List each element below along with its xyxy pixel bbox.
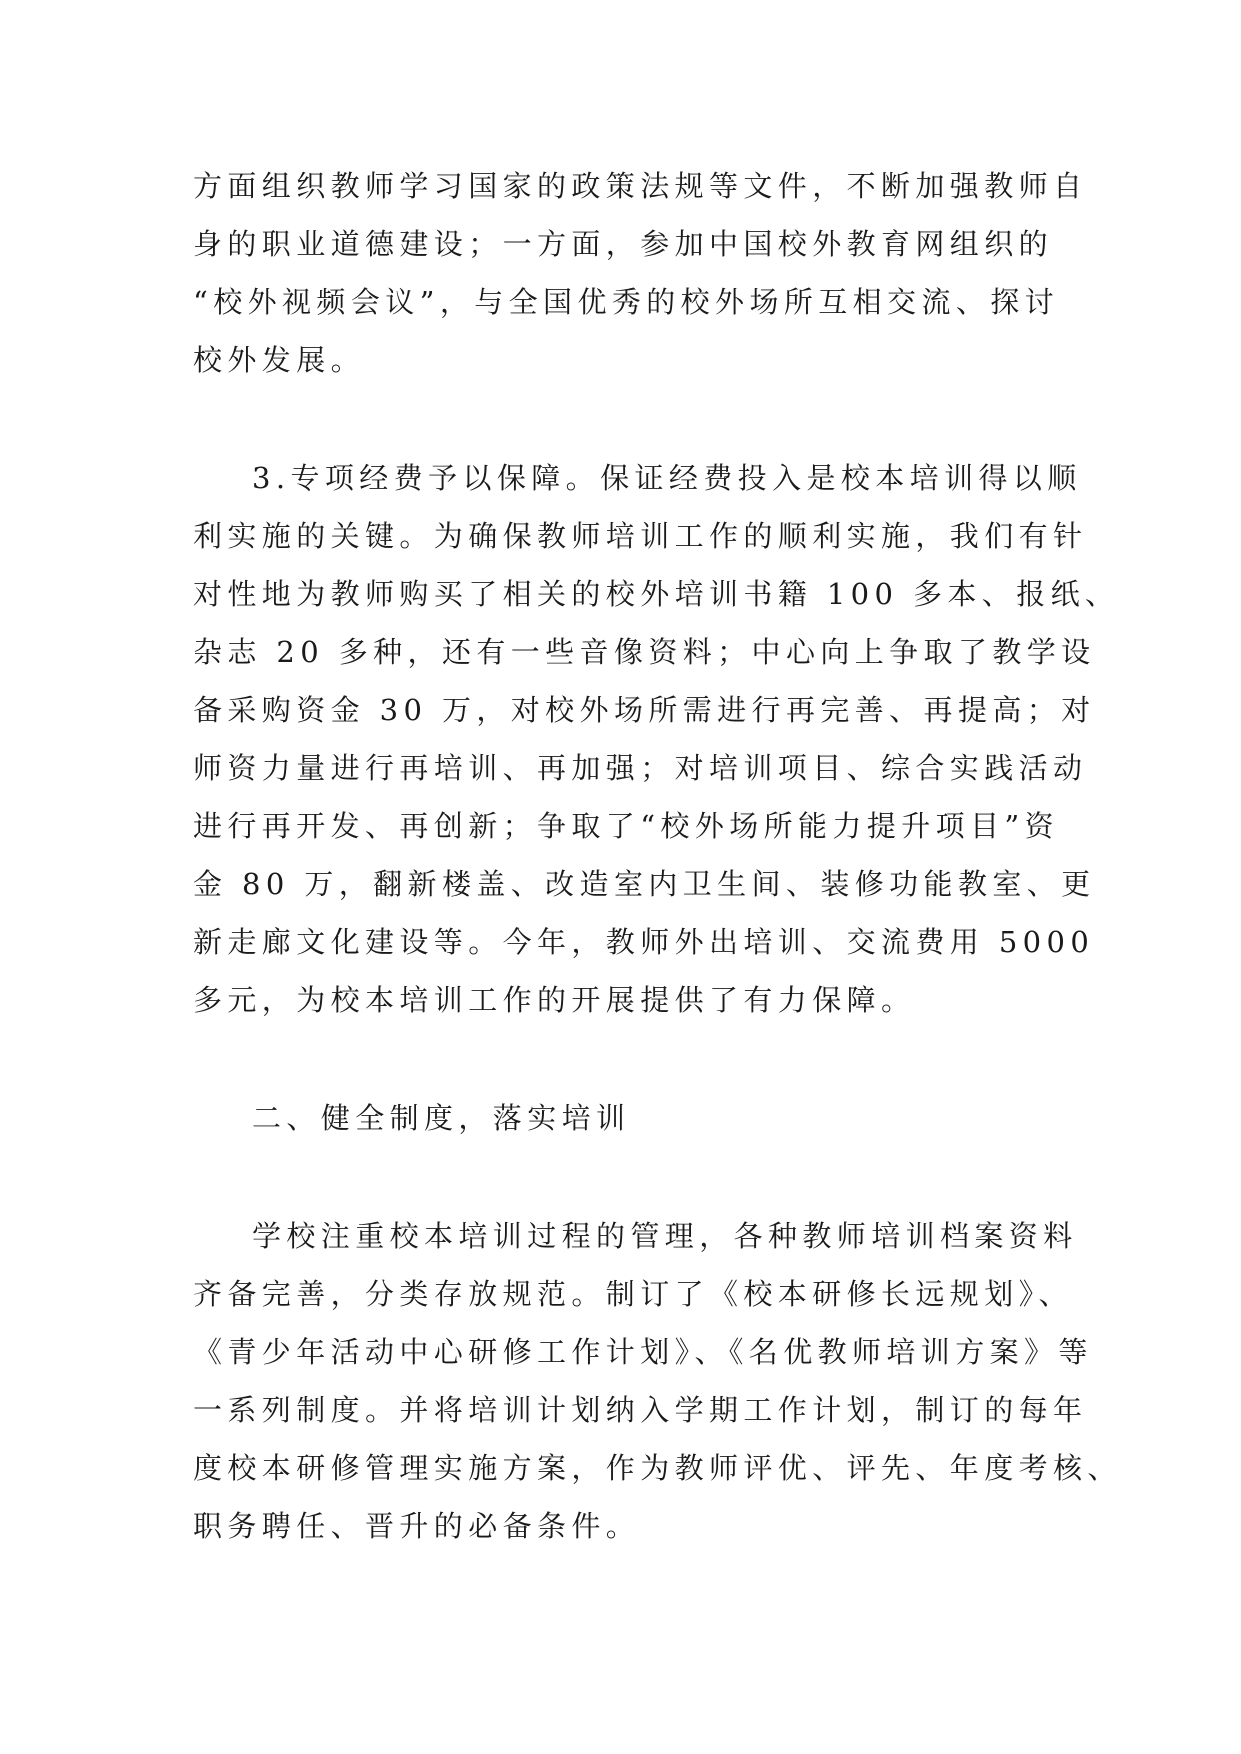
text-line: 校外发展。 (193, 343, 366, 377)
text-line: 齐备完善，分类存放规范。制订了《校本研修长远规划》、 (193, 1277, 1073, 1311)
text-line: 备采购资金 30 万，对校外场所需进行再完善、再提高；对 (193, 693, 1096, 727)
text-line: 金 80 万，翻新楼盖、改造室内卫生间、装修功能教室、更 (193, 867, 1096, 901)
text-line: 学校注重校本培训过程的管理，各种教师培训档案资料 (252, 1219, 1078, 1253)
text-line: 杂志 20 多种，还有一些音像资料；中心向上争取了教学设 (193, 635, 1096, 669)
text-line: 职务聘任、晋升的必备条件。 (193, 1509, 641, 1543)
text-line: 新走廊文化建设等。今年，教师外出培训、交流费用 5000 (193, 925, 1095, 959)
section-heading: 二、健全制度，落实培训 (252, 1101, 631, 1135)
text-line: 多元，为校本培训工作的开展提供了有力保障。 (193, 983, 916, 1017)
text-line: 度校本研修管理实施方案，作为教师评优、评先、年度考核、 (193, 1451, 1122, 1485)
text-line: 身的职业道德建设；一方面，参加中国校外教育网组织的 (193, 227, 1054, 261)
text-line: 对性地为教师购买了相关的校外培训书籍 100 多本、报纸、 (193, 577, 1120, 611)
text-line: 利实施的关键。为确保教师培训工作的顺利实施，我们有针 (193, 519, 1088, 553)
text-line: 《青少年活动中心研修工作计划》、《名优教师培训方案》等 (193, 1335, 1093, 1369)
text-line: 进行再开发、再创新；争取了“校外场所能力提升项目”资 (193, 809, 1060, 843)
text-line: 一系列制度。并将培训计划纳入学期工作计划，制订的每年 (193, 1393, 1088, 1427)
text-line: 3.专项经费予以保障。保证经费投入是校本培训得以顺 (252, 461, 1082, 495)
text-line: “校外视频会议”，与全国优秀的校外场所互相交流、探讨 (193, 285, 1060, 319)
text-line: 师资力量进行再培训、再加强；对培训项目、综合实践活动 (193, 751, 1088, 785)
text-line: 方面组织教师学习国家的政策法规等文件，不断加强教师自 (193, 169, 1088, 203)
